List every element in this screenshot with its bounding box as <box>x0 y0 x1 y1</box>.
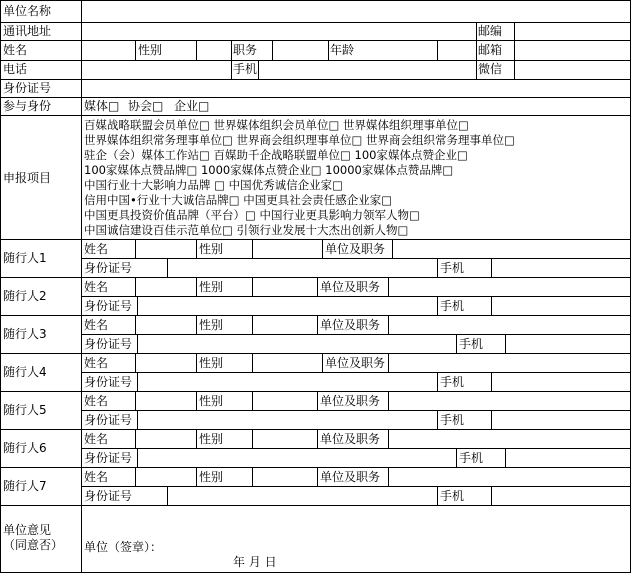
row-divider <box>81 334 631 335</box>
row-divider <box>0 115 631 116</box>
col-divider <box>137 448 138 467</box>
companion-name-label: 姓名 <box>84 432 109 446</box>
col-divider <box>137 334 138 353</box>
companion-name-label: 姓名 <box>84 470 109 484</box>
companion-gender-field[interactable] <box>254 469 315 485</box>
col-divider <box>196 391 197 410</box>
col-divider <box>388 315 389 334</box>
companion-unit-field[interactable] <box>390 279 627 295</box>
companion-id-label: 身份证号 <box>84 299 133 313</box>
companion-id-field[interactable] <box>169 488 435 504</box>
companion-name-label: 姓名 <box>84 242 109 256</box>
row-divider <box>81 372 631 373</box>
companion-name-field[interactable] <box>137 317 194 333</box>
row-divider <box>81 448 631 449</box>
row-divider <box>81 486 631 487</box>
col-divider <box>252 467 253 486</box>
phone-label: 电话 <box>3 62 28 76</box>
row-divider <box>0 505 631 506</box>
participate-option-association[interactable]: 协会□ <box>128 99 164 113</box>
participate-option-media[interactable]: 媒体□ <box>84 99 120 113</box>
row-divider <box>81 296 631 297</box>
companion-unit-label: 单位及职务 <box>320 432 381 446</box>
col-divider <box>252 239 253 258</box>
companion-mobile-label: 手机 <box>440 299 465 313</box>
companion-name-label: 姓名 <box>84 280 109 294</box>
col-divider <box>196 277 197 296</box>
companion-mobile-field[interactable] <box>493 260 627 276</box>
col-divider <box>135 467 136 486</box>
col-divider <box>252 277 253 296</box>
companion-name-field[interactable] <box>137 279 194 295</box>
companion-id-field[interactable] <box>139 336 454 352</box>
apply-label: 申报项目 <box>3 171 52 185</box>
col-divider <box>135 391 136 410</box>
date-label: 年 月 日 <box>233 555 277 569</box>
col-divider <box>317 315 318 334</box>
apply-option-line[interactable]: 世界媒体组织常务理事单位□ 世界商会组织理事单位□ 世界商会组织常务理事单位□ <box>84 133 515 147</box>
apply-option-line[interactable]: 中国更具投资价值品牌（平台）□ 中国行业更具影响力领军人物□ <box>84 208 420 222</box>
col-divider <box>388 353 389 372</box>
email-label: 邮箱 <box>478 43 503 57</box>
companion-unit-label: 单位及职务 <box>325 242 386 256</box>
col-divider <box>437 372 438 391</box>
companion-gender-label: 性别 <box>199 280 224 294</box>
col-divider <box>437 258 438 277</box>
companion-id-label: 身份证号 <box>84 261 133 275</box>
companion-mobile-field[interactable] <box>507 450 627 466</box>
col-divider <box>81 353 82 391</box>
companion-label: 随行人7 <box>3 479 47 493</box>
col-divider <box>437 40 438 60</box>
col-divider <box>135 40 136 60</box>
col-divider <box>328 40 329 60</box>
participate-label: 参与身份 <box>3 99 52 113</box>
companion-unit-label: 单位及职务 <box>320 470 381 484</box>
companion-mobile-field[interactable] <box>507 336 627 352</box>
companion-label: 随行人6 <box>3 441 47 455</box>
postcode-label: 邮编 <box>478 24 503 38</box>
opinion-label: 单位意见 <box>3 523 52 537</box>
companion-gender-label: 性别 <box>199 432 224 446</box>
col-divider <box>322 353 323 372</box>
col-divider <box>437 410 438 429</box>
col-divider <box>196 40 197 60</box>
col-divider <box>135 315 136 334</box>
companion-unit-label: 单位及职务 <box>320 280 381 294</box>
companion-unit-label: 单位及职务 <box>325 356 386 370</box>
col-divider <box>81 277 82 315</box>
col-divider <box>81 429 82 467</box>
col-divider <box>491 258 492 277</box>
companion-name-field[interactable] <box>137 431 194 447</box>
col-divider <box>196 315 197 334</box>
companion-label: 随行人3 <box>3 327 47 341</box>
col-divider <box>81 391 82 429</box>
companion-id-field[interactable] <box>139 374 435 390</box>
companion-id-label: 身份证号 <box>84 375 133 389</box>
apply-option-line[interactable]: 中国诚信建设百佳示范单位□ 引领行业发展十大杰出创新人物□ <box>84 223 409 237</box>
col-divider <box>196 353 197 372</box>
companion-mobile-field[interactable] <box>493 374 627 390</box>
companion-name-field[interactable] <box>137 241 194 257</box>
col-divider <box>317 277 318 296</box>
companion-mobile-label: 手机 <box>440 261 465 275</box>
companion-unit-field[interactable] <box>390 355 627 371</box>
col-divider <box>491 410 492 429</box>
col-divider <box>456 334 457 353</box>
companion-unit-label: 单位及职务 <box>320 394 381 408</box>
postcode-field[interactable] <box>516 24 627 39</box>
col-divider <box>514 22 515 79</box>
companion-unit-field[interactable] <box>390 317 627 333</box>
col-divider <box>81 0 82 239</box>
id-field[interactable] <box>83 81 627 96</box>
companion-label: 随行人5 <box>3 403 47 417</box>
companion-name-label: 姓名 <box>84 394 109 408</box>
col-divider <box>491 296 492 315</box>
companion-gender-field[interactable] <box>254 393 315 409</box>
col-divider <box>252 429 253 448</box>
col-divider <box>258 60 259 79</box>
companion-unit-field[interactable] <box>390 431 627 447</box>
col-divider <box>392 239 393 258</box>
row-divider <box>0 315 631 316</box>
seal-field[interactable] <box>170 536 470 554</box>
col-divider <box>135 277 136 296</box>
companion-gender-field[interactable] <box>254 431 315 447</box>
col-divider <box>196 467 197 486</box>
col-divider <box>322 239 323 258</box>
col-divider <box>437 486 438 505</box>
col-divider <box>317 391 318 410</box>
companion-mobile-label: 手机 <box>440 413 465 427</box>
col-divider <box>317 429 318 448</box>
companion-mobile-field[interactable] <box>493 488 627 504</box>
col-divider <box>272 40 273 60</box>
name-label: 姓名 <box>3 43 28 57</box>
col-divider <box>491 372 492 391</box>
col-divider <box>317 467 318 486</box>
gender-label: 性别 <box>138 43 163 57</box>
companion-id-field[interactable] <box>139 412 435 428</box>
name-field[interactable] <box>83 42 134 59</box>
companion-gender-label: 性别 <box>199 394 224 408</box>
apply-option-line[interactable]: 100家媒体点赞品牌□ 1000家媒体点赞企业□ 10000家媒体点赞品牌□ <box>84 163 454 177</box>
companion-gender-label: 性别 <box>199 470 224 484</box>
companion-unit-field[interactable] <box>390 393 627 409</box>
apply-option-line[interactable]: 中国行业十大影响力品牌 □ 中国优秀诚信企业家□ <box>84 178 344 192</box>
companion-gender-field[interactable] <box>254 317 315 333</box>
companion-id-field[interactable] <box>169 260 435 276</box>
companion-mobile-label: 手机 <box>459 451 484 465</box>
companion-gender-field[interactable] <box>254 241 320 257</box>
col-divider <box>81 505 82 573</box>
col-divider <box>476 22 477 79</box>
col-divider <box>81 467 82 505</box>
row-divider <box>0 97 631 98</box>
companion-id-label: 身份证号 <box>84 337 133 351</box>
row-divider <box>81 258 631 259</box>
col-divider <box>505 334 506 353</box>
position-field[interactable] <box>274 42 327 59</box>
col-divider <box>81 239 82 277</box>
age-label: 年龄 <box>330 43 355 57</box>
email-field[interactable] <box>516 42 627 59</box>
col-divider <box>491 486 492 505</box>
row-divider <box>0 239 631 240</box>
row-divider <box>0 60 631 61</box>
col-divider <box>252 353 253 372</box>
apply-option-line[interactable]: 驻企（会）媒体工作站□ 百媒助千企战略联盟单位□ 100家媒体点赞企业□ <box>84 148 468 162</box>
participate-option-enterprise[interactable]: 企业□ <box>174 99 210 113</box>
row-divider <box>81 410 631 411</box>
companion-id-label: 身份证号 <box>84 451 133 465</box>
row-divider <box>0 353 631 354</box>
companion-label: 随行人2 <box>3 289 47 303</box>
row-divider <box>0 277 631 278</box>
companion-name-label: 姓名 <box>84 318 109 332</box>
col-divider <box>437 296 438 315</box>
address-label: 通讯地址 <box>3 24 52 38</box>
companion-gender-label: 性别 <box>199 318 224 332</box>
companion-name-field[interactable] <box>137 469 194 485</box>
wechat-label: 微信 <box>478 62 503 76</box>
companion-mobile-label: 手机 <box>459 337 484 351</box>
seal-label: 单位（签章）： <box>84 540 163 554</box>
companion-mobile-field[interactable] <box>493 412 627 428</box>
companion-mobile-label: 手机 <box>440 375 465 389</box>
row-divider <box>0 467 631 468</box>
col-divider <box>135 353 136 372</box>
opinion-label-sub: （同意否） <box>3 538 64 552</box>
companion-unit-field[interactable] <box>394 241 627 257</box>
col-divider <box>81 315 82 353</box>
row-divider <box>0 22 631 23</box>
apply-option-line[interactable]: 信用中国•行业十大诚信品牌□ 中国更具社会责任感企业家□ <box>84 193 393 207</box>
companion-id-label: 身份证号 <box>84 489 133 503</box>
companion-id-field[interactable] <box>139 450 454 466</box>
unit-name-label: 单位名称 <box>3 4 52 18</box>
mobile-field[interactable] <box>260 62 474 78</box>
col-divider <box>231 40 232 79</box>
row-divider <box>0 429 631 430</box>
companion-gender-label: 性别 <box>199 356 224 370</box>
companion-label: 随行人1 <box>3 251 47 265</box>
col-divider <box>135 429 136 448</box>
row-divider <box>0 391 631 392</box>
col-divider <box>167 486 168 505</box>
companion-name-label: 姓名 <box>84 356 109 370</box>
age-field[interactable] <box>439 42 475 59</box>
col-divider <box>388 467 389 486</box>
companion-gender-field[interactable] <box>254 355 320 371</box>
companion-gender-field[interactable] <box>254 279 315 295</box>
col-divider <box>505 448 506 467</box>
phone-field[interactable] <box>83 62 230 78</box>
gender-field[interactable] <box>198 42 230 59</box>
companion-label: 随行人4 <box>3 365 47 379</box>
id-label: 身份证号 <box>3 81 52 95</box>
companion-mobile-label: 手机 <box>440 489 465 503</box>
col-divider <box>252 315 253 334</box>
address-field[interactable] <box>83 24 474 39</box>
col-divider <box>456 448 457 467</box>
col-divider <box>388 429 389 448</box>
row-divider <box>0 40 631 41</box>
col-divider <box>167 258 168 277</box>
mobile-label: 手机 <box>233 62 258 76</box>
col-divider <box>137 296 138 315</box>
col-divider <box>388 277 389 296</box>
col-divider <box>196 429 197 448</box>
row-divider <box>0 79 631 80</box>
companion-id-label: 身份证号 <box>84 413 133 427</box>
companion-id-field[interactable] <box>139 298 435 314</box>
companion-unit-label: 单位及职务 <box>320 318 381 332</box>
companion-gender-label: 性别 <box>199 242 224 256</box>
companion-name-field[interactable] <box>137 355 194 371</box>
position-label: 职务 <box>233 43 258 57</box>
unit-name-field[interactable] <box>83 2 627 21</box>
wechat-field[interactable] <box>516 62 627 78</box>
col-divider <box>196 239 197 258</box>
col-divider <box>388 391 389 410</box>
col-divider <box>137 372 138 391</box>
companion-unit-field[interactable] <box>390 469 627 485</box>
companion-name-field[interactable] <box>137 393 194 409</box>
companion-mobile-field[interactable] <box>493 298 627 314</box>
col-divider <box>137 410 138 429</box>
col-divider <box>135 239 136 258</box>
apply-option-line[interactable]: 百媒战略联盟会员单位□ 世界媒体组织会员单位□ 世界媒体组织理事单位□ <box>84 118 469 132</box>
col-divider <box>252 391 253 410</box>
